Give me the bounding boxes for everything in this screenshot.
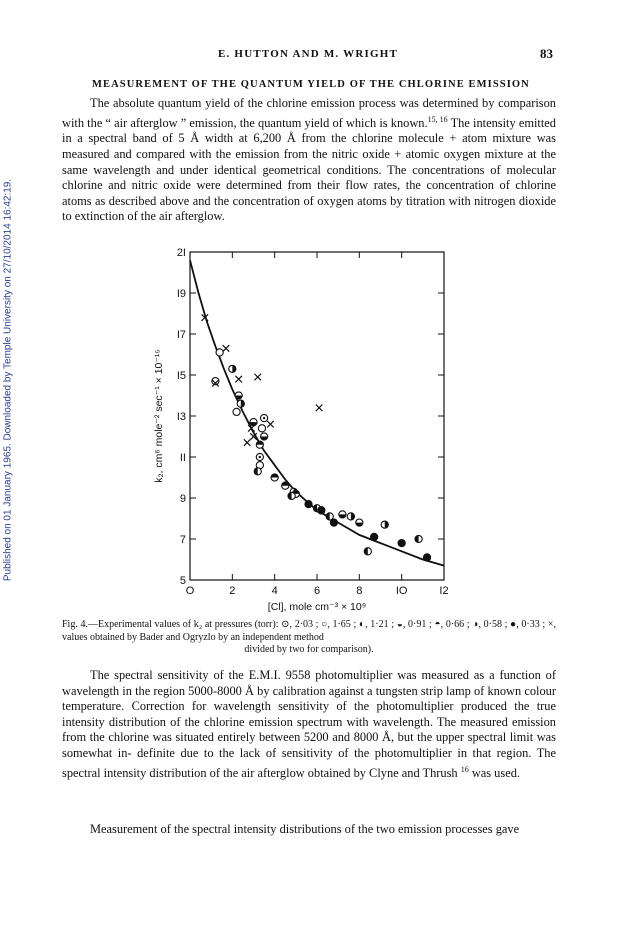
reference-superscript: 15, 16 xyxy=(427,114,448,124)
fit-curve-line xyxy=(190,260,444,565)
marker-circle xyxy=(318,507,325,514)
download-watermark-text: Published on 01 January 1965. Downloaded by Temple University on 27/10/2014 16:42:19. xyxy=(2,178,14,582)
data-point-filled xyxy=(423,554,430,561)
y-tick-label: 5 xyxy=(179,575,186,587)
plot-frame xyxy=(190,252,444,580)
marker-circle xyxy=(216,349,223,356)
y-tick-label: 9 xyxy=(179,493,186,505)
data-point-filled xyxy=(305,501,312,508)
data-point-circle-open xyxy=(216,349,223,356)
data-point-circle-dot xyxy=(260,414,267,421)
plot-border xyxy=(190,252,444,580)
data-point-filled xyxy=(330,519,337,526)
data-point-circle-dot xyxy=(256,453,263,460)
data-point-cross xyxy=(248,425,255,432)
data-point-half-left xyxy=(364,548,371,555)
y-tick-label: 2I xyxy=(176,247,186,259)
x-tick-label: I2 xyxy=(439,585,449,597)
axis-ticks xyxy=(177,247,449,597)
data-point-half-bottom xyxy=(235,392,242,399)
data-point-half-right xyxy=(381,521,388,528)
data-point-circle-open xyxy=(258,425,265,432)
paragraph-text: The absolute quantum yield of the chlorine emission process was determined by comparison with the “ air afterglow ” emission, the quantum yield of which is known. xyxy=(62,96,556,130)
paragraph-text: The intensity emitted in a spectral band of 5 Å width at 6,200 Å from the chlorine molecule + atom mixture was measured and compared with the emission from the nitric oxide + atomic oxygen mixture at the same wavelength and under identical geometrical conditions. The concentrations of molecular chlorine and nitric oxide were determined from their flow rates, the concentration of chlorine atoms as described above and the concentration of oxygen atoms by titration with nitrogen dioxide to extinction of the air afterglow. xyxy=(62,115,556,224)
x-tick-label: 4 xyxy=(271,585,278,597)
data-point-circle-open xyxy=(233,408,240,415)
page-number: 83 xyxy=(540,46,553,61)
data-points xyxy=(202,314,431,561)
marker-circle xyxy=(371,533,378,540)
marker-circle xyxy=(398,540,405,547)
data-point-half-right xyxy=(229,365,236,372)
x-tick-label: IO xyxy=(395,585,408,597)
data-point-half-left xyxy=(288,492,295,499)
y-tick-label: I9 xyxy=(176,288,186,300)
y-tick-label: I5 xyxy=(176,370,186,382)
marker-circle xyxy=(305,501,312,508)
x-tick-label: 6 xyxy=(313,585,321,597)
paragraph-quantum-yield xyxy=(62,96,556,225)
y-axis-label: k₂, cm⁶ mole⁻² sec⁻¹ × 10⁻¹⁵ xyxy=(153,349,165,483)
paragraph-text: was used. xyxy=(468,765,520,780)
y-tick-label: I3 xyxy=(176,411,186,423)
running-head: E. HUTTON AND M. WRIGHT xyxy=(218,48,398,60)
marker-circle xyxy=(233,408,240,415)
data-point-filled xyxy=(398,540,405,547)
page-header xyxy=(0,48,624,64)
marker-dot xyxy=(263,417,265,419)
y-tick-label: 7 xyxy=(179,534,186,546)
data-point-half-right xyxy=(237,400,244,407)
data-point-half-left xyxy=(254,468,261,475)
data-point-filled xyxy=(318,507,325,514)
data-point-cross xyxy=(235,376,242,383)
data-point-half-top xyxy=(256,441,263,448)
fitted-curve xyxy=(190,260,444,565)
figure-k2-vs-cl xyxy=(150,244,460,614)
marker-circle xyxy=(330,519,337,526)
x-axis-label: [Cl], mole cm⁻³ × 10⁹ xyxy=(267,601,367,613)
section-title: MEASUREMENT OF THE QUANTUM YIELD OF THE CHLORINE EMISSION xyxy=(92,79,530,90)
data-point-half-bottom xyxy=(260,433,267,440)
paragraph-spectral-sensitivity xyxy=(62,668,556,781)
data-point-cross xyxy=(267,421,274,428)
data-point-cross xyxy=(244,439,251,446)
data-point-cross xyxy=(254,374,261,381)
data-point-half-bottom xyxy=(356,519,363,526)
paragraph-measurement: Measurement of the spectral intensity distributions of the two emission processes gave xyxy=(90,822,520,836)
axis-labels xyxy=(153,349,366,613)
paragraph-text: The spectral sensitivity of the E.M.I. 9558 photomultiplier was measured as a function of wavelength in the region 5000-8000 Å by calibration against a tungsten strip lamp of known colour temperature. Correction for wavelength sensitivity of the photomultiplier produced the true intensity distribution of the chlorine emission spectrum with wavelength. The measured emission from the chlorine was situated entirely between 5200 and 8000 Å, but the upper spectral limit was somewhat in- definite due to the lack of sensitivity of the photomultiplier in that region. The spectral intensity distribution of the air afterglow obtained by Clyne and Thrush xyxy=(62,668,556,780)
figure-label: Fig. 4. xyxy=(62,619,88,630)
scatter-chart xyxy=(150,244,460,614)
data-point-half-left xyxy=(415,535,422,542)
x-tick-label: 2 xyxy=(229,585,236,597)
reference-superscript: 16 xyxy=(460,764,469,774)
data-point-cross xyxy=(316,405,323,412)
y-tick-label: II xyxy=(179,452,186,464)
caption-last-line: divided by two for comparison). xyxy=(244,644,374,656)
data-point-half-right xyxy=(347,513,354,520)
data-point-half-top xyxy=(271,474,278,481)
data-point-half-bottom xyxy=(339,511,346,518)
x-tick-label: 8 xyxy=(356,585,363,597)
data-point-half-top xyxy=(282,482,289,489)
data-point-half-bottom xyxy=(250,419,257,426)
marker-dot xyxy=(259,456,261,458)
y-tick-label: I7 xyxy=(176,329,186,341)
figure-caption xyxy=(62,619,556,657)
data-point-cross xyxy=(223,345,230,352)
data-point-filled xyxy=(371,533,378,540)
marker-circle xyxy=(423,554,430,561)
caption-text: —Experimental values of k₂ at pressures (torr): ⊙, 2·03 ; ○, 1·65 ; ◐, 1·21 ; ◒, 0·91 ; ◓, 0·66 ; ◑, 0·58 ; ●, 0·33 ; ×, values obtained by Bader and Ogryzlo by an independent method xyxy=(62,619,556,643)
x-tick-label: O xyxy=(185,585,195,597)
download-watermark xyxy=(0,170,16,590)
marker-circle xyxy=(258,425,265,432)
